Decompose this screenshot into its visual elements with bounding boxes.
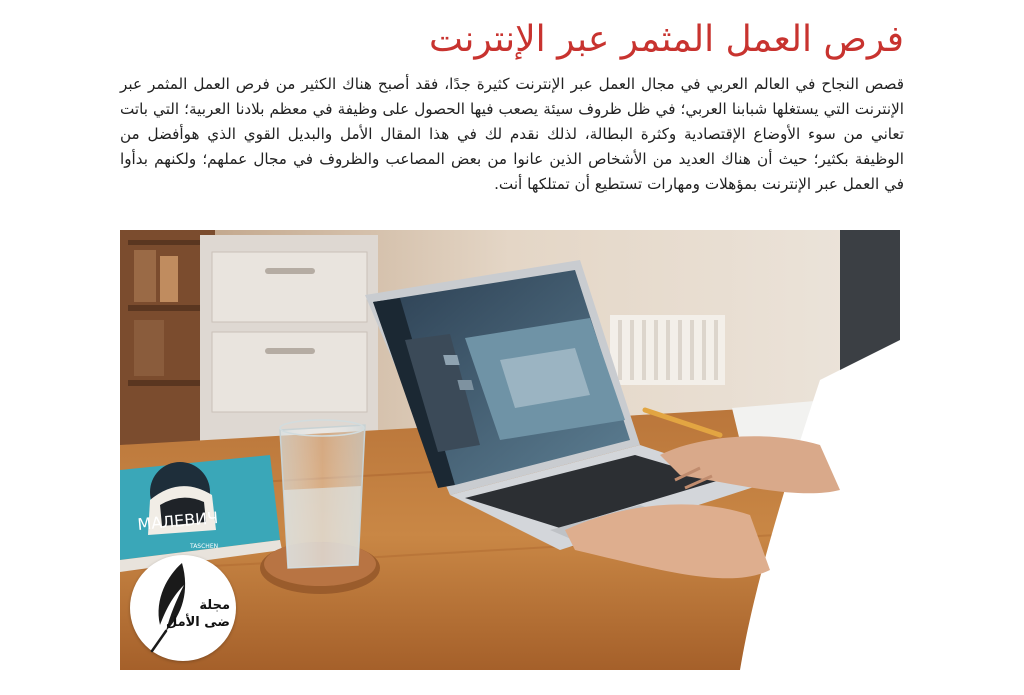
book-publisher: TASCHEN	[190, 543, 219, 550]
article-paragraph: قصص النجاح في العالم العربي في مجال العمل عبر الإنترنت كثيرة جدًا، فقد أصبح هناك الكثير من فرص العمل المثمر عبر الإنترنت التي يستغلها شبابنا العربي؛ في ظل ظروف سيئة يصعب فيها الحصول على وظيفة في معظم بلادنا العربية؛ التي باتت تعاني من سوء الأوضاع الإقتصادية وكثرة البطالة، لذلك نقدم لك في هذا المقال الأمل والبديل القوي الذي هوأفضل من الوظيفة بكثير؛ حيث أن هناك العديد من الأشخاص الذين عانوا من بعض المصاعب والظروف في مجال عملهم؛ ولكنهم بدأوا في العمل عبر الإنترنت بمؤهلات ومهارات تستطيع أن تمتلكها أنت.	[120, 75, 904, 193]
laptop-desk-photo	[120, 230, 900, 670]
logo-line-2: ضى الأمل	[165, 615, 230, 630]
photo-illustration	[120, 230, 900, 670]
magazine-logo-badge	[130, 555, 236, 661]
logo-line-1: مجلة	[199, 598, 230, 613]
book-cover-title: МАЛЕВИЧ	[136, 508, 219, 534]
magazine-logo-text	[130, 597, 230, 631]
article-title: فرص العمل المثمر عبر الإنترنت	[429, 19, 904, 60]
